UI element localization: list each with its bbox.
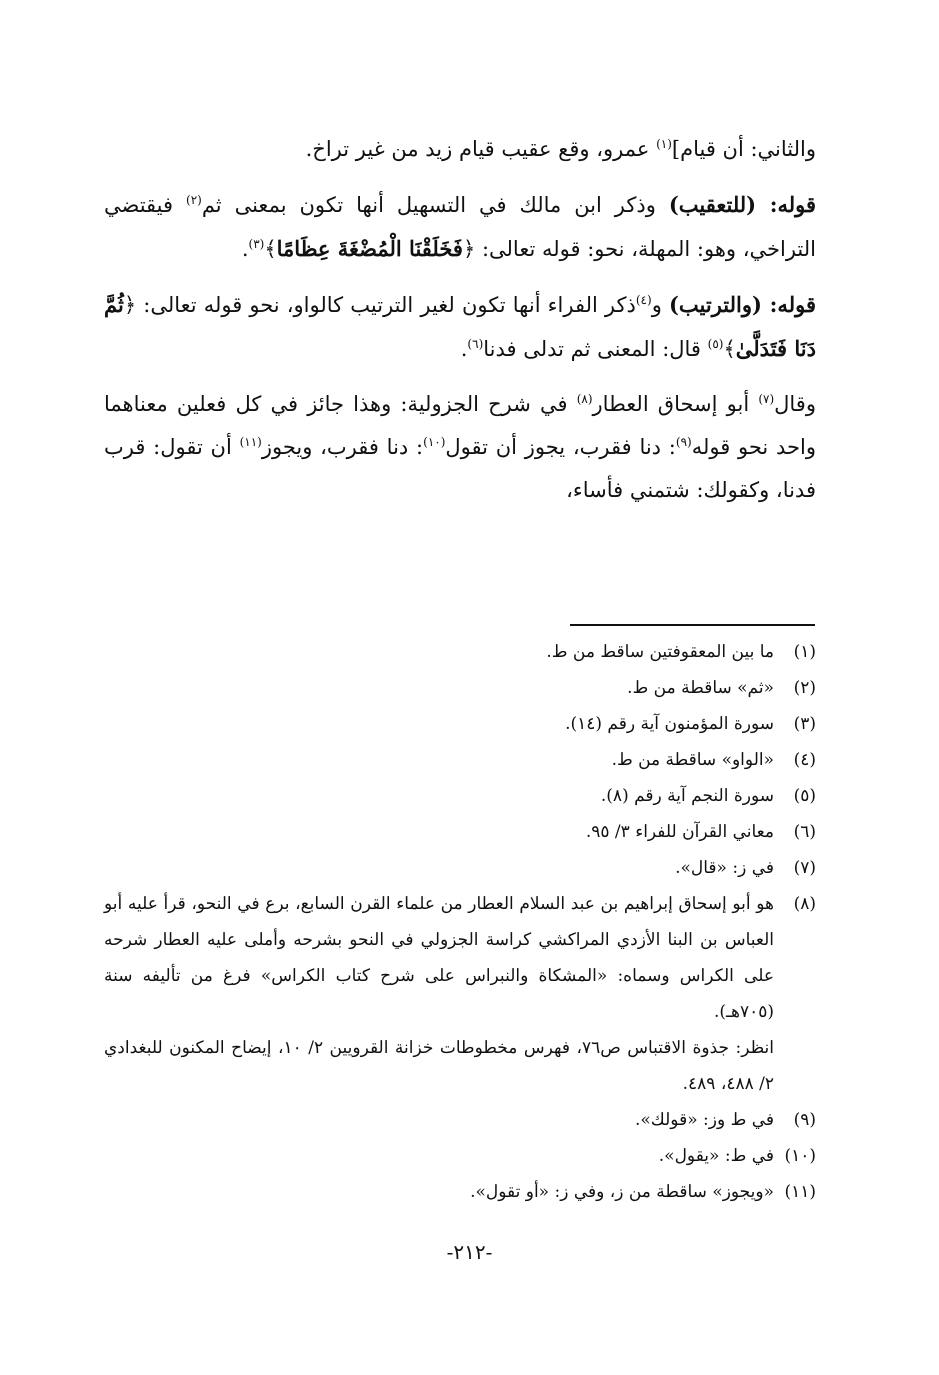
page-number: -٢١٢- xyxy=(446,1240,493,1264)
paragraph-1 xyxy=(104,128,816,171)
footnotes xyxy=(104,634,816,1210)
footnote-ref: (٢) xyxy=(186,193,202,207)
footnote-ref: (٩) xyxy=(675,435,692,449)
footnote-ref: (١) xyxy=(656,137,672,151)
paragraph-2 xyxy=(104,183,816,271)
commentary-label: قوله: (للتعقيب) xyxy=(668,192,816,217)
footnote-item xyxy=(104,634,816,670)
footnote-item xyxy=(104,1102,816,1138)
text-run: ذكر الفراء أنها تكون لغير الترتيب كالواو، نحو قوله تعالى: xyxy=(136,293,636,317)
text-run: وقال xyxy=(774,392,816,416)
footnote-number: (٥) xyxy=(793,786,816,806)
footnote-item xyxy=(104,778,816,814)
footnote-text: «ثم» ساقطة من ط. xyxy=(627,678,774,698)
footnote-ref: (٥) xyxy=(707,337,724,351)
text-run: : دنا فقرب، يجوز أن تقول xyxy=(445,435,676,459)
text-run: و xyxy=(651,293,669,317)
footnote-item xyxy=(104,886,816,1102)
footnote-number: (٤) xyxy=(793,750,816,770)
footnote-text: في ط وز: «قولك». xyxy=(635,1110,774,1130)
footnote-text: هو أبو إسحاق إبراهيم بن عبد السلام العطار من علماء القرن السابع، برع في النحو، قرأ عليه أبو العباس بن البنا الأزدي المراكشي كراسة الجزولي في النحو بشرحه وأملى عليه العطار شرحه على الكراس وسماه: «المشكاة والنبراس على شرح كتاب الكراس» فرغ من تأليفه سنة (٧٠٥هـ). xyxy=(104,894,774,1022)
paragraph-4 xyxy=(104,383,816,512)
footnote-ref: (٧) xyxy=(758,392,775,406)
footnote-number: (١) xyxy=(793,642,816,662)
text-run: أبو إسحاق العطار xyxy=(592,392,759,416)
footnote-body xyxy=(104,886,774,1102)
footnote-item xyxy=(104,814,816,850)
text-run: وذكر ابن مالك في التسهيل أنها تكون بمعنى ثم xyxy=(201,193,669,217)
paragraph-3 xyxy=(104,283,816,371)
footnote-number: (٨) xyxy=(793,894,816,914)
text-run: عمرو، وقع عقيب قيام زيد من غير تراخ. xyxy=(305,137,657,161)
text-run: والثاني: أن قيام] xyxy=(671,137,816,161)
footnote-item xyxy=(104,670,816,706)
footnote-ref: (٣) xyxy=(248,237,265,251)
footnote-number: (١٠) xyxy=(784,1146,816,1166)
footnote-number: (٦) xyxy=(793,822,816,842)
quran-bracket-close: ﴾ xyxy=(264,237,277,261)
footnote-item xyxy=(104,706,816,742)
quran-bracket-open: ﴿ xyxy=(462,237,476,261)
footnote-number: (٩) xyxy=(793,1110,816,1130)
main-text xyxy=(104,128,816,524)
footnote-item xyxy=(104,1174,816,1210)
footnote-text: سورة النجم آية رقم (٨). xyxy=(600,786,774,806)
quran-verse: ثُمَّ دَنَا فَتَدَلَّىٰ xyxy=(104,292,816,361)
footnote-item xyxy=(104,1138,816,1174)
text-run: فيقتضي التراخي، وهو: المهلة، نحو: قوله تعالى: xyxy=(104,193,816,261)
footnote-text: في ز: «قال». xyxy=(675,858,774,878)
footnote-text: معاني القرآن للفراء ٣/ ٩٥. xyxy=(585,822,774,842)
footnote-text: «ويجوز» ساقطة من ز، وفي ز: «أو تقول». xyxy=(470,1182,774,1202)
footnote-text: ما بين المعقوفتين ساقط من ط. xyxy=(546,642,774,662)
text-run: . xyxy=(241,237,249,261)
footnote-item xyxy=(104,742,816,778)
commentary-label: قوله: (والترتيب) xyxy=(668,292,816,317)
footnote-text: في ط: «يقول». xyxy=(658,1146,774,1166)
quran-bracket-open: ﴿ xyxy=(123,293,137,317)
text-run: في شرح الجزولية: وهذا جائز في كل فعلين معناهما واحد نحو قوله xyxy=(104,392,816,459)
footnote-separator xyxy=(570,624,815,626)
footnote-number: (١١) xyxy=(784,1182,816,1202)
footnote-ref: (٨) xyxy=(576,392,593,406)
footnote-item xyxy=(104,850,816,886)
footnote-number: (٣) xyxy=(793,714,816,734)
footnote-ref: (٤) xyxy=(635,293,652,307)
footnote-ref: (٦) xyxy=(467,337,484,351)
quran-bracket-close: ﴾ xyxy=(723,337,736,361)
quran-verse: فَخَلَقْنَا الْمُضْغَةَ عِظَامًا xyxy=(276,236,463,261)
footnote-ref: (١٠) xyxy=(423,435,446,449)
footnote-ref: (١١) xyxy=(239,435,262,449)
text-run: . xyxy=(460,337,468,361)
text-run: : دنا فقرب، ويجوز xyxy=(261,435,424,459)
footnote-number: (٧) xyxy=(793,858,816,878)
footnote-number: (٢) xyxy=(793,678,816,698)
footnote-text: «الواو» ساقطة من ط. xyxy=(611,750,774,770)
footnote-text: انظر: جذوة الاقتباس ص٧٦، فهرس مخطوطات خزانة القرويين ٢/ ١٠، إيضاح المكنون للبغدادي ٢/ ٤٨٨، ٤٨٩. xyxy=(104,1038,774,1094)
footnote-text: سورة المؤمنون آية رقم (١٤). xyxy=(565,714,774,734)
text-run: قال: المعنى ثم تدلى فدنا xyxy=(483,337,708,361)
text-run: أن تقول: قرب فدنا، وكقولك: شتمني فأساء، xyxy=(104,435,816,502)
